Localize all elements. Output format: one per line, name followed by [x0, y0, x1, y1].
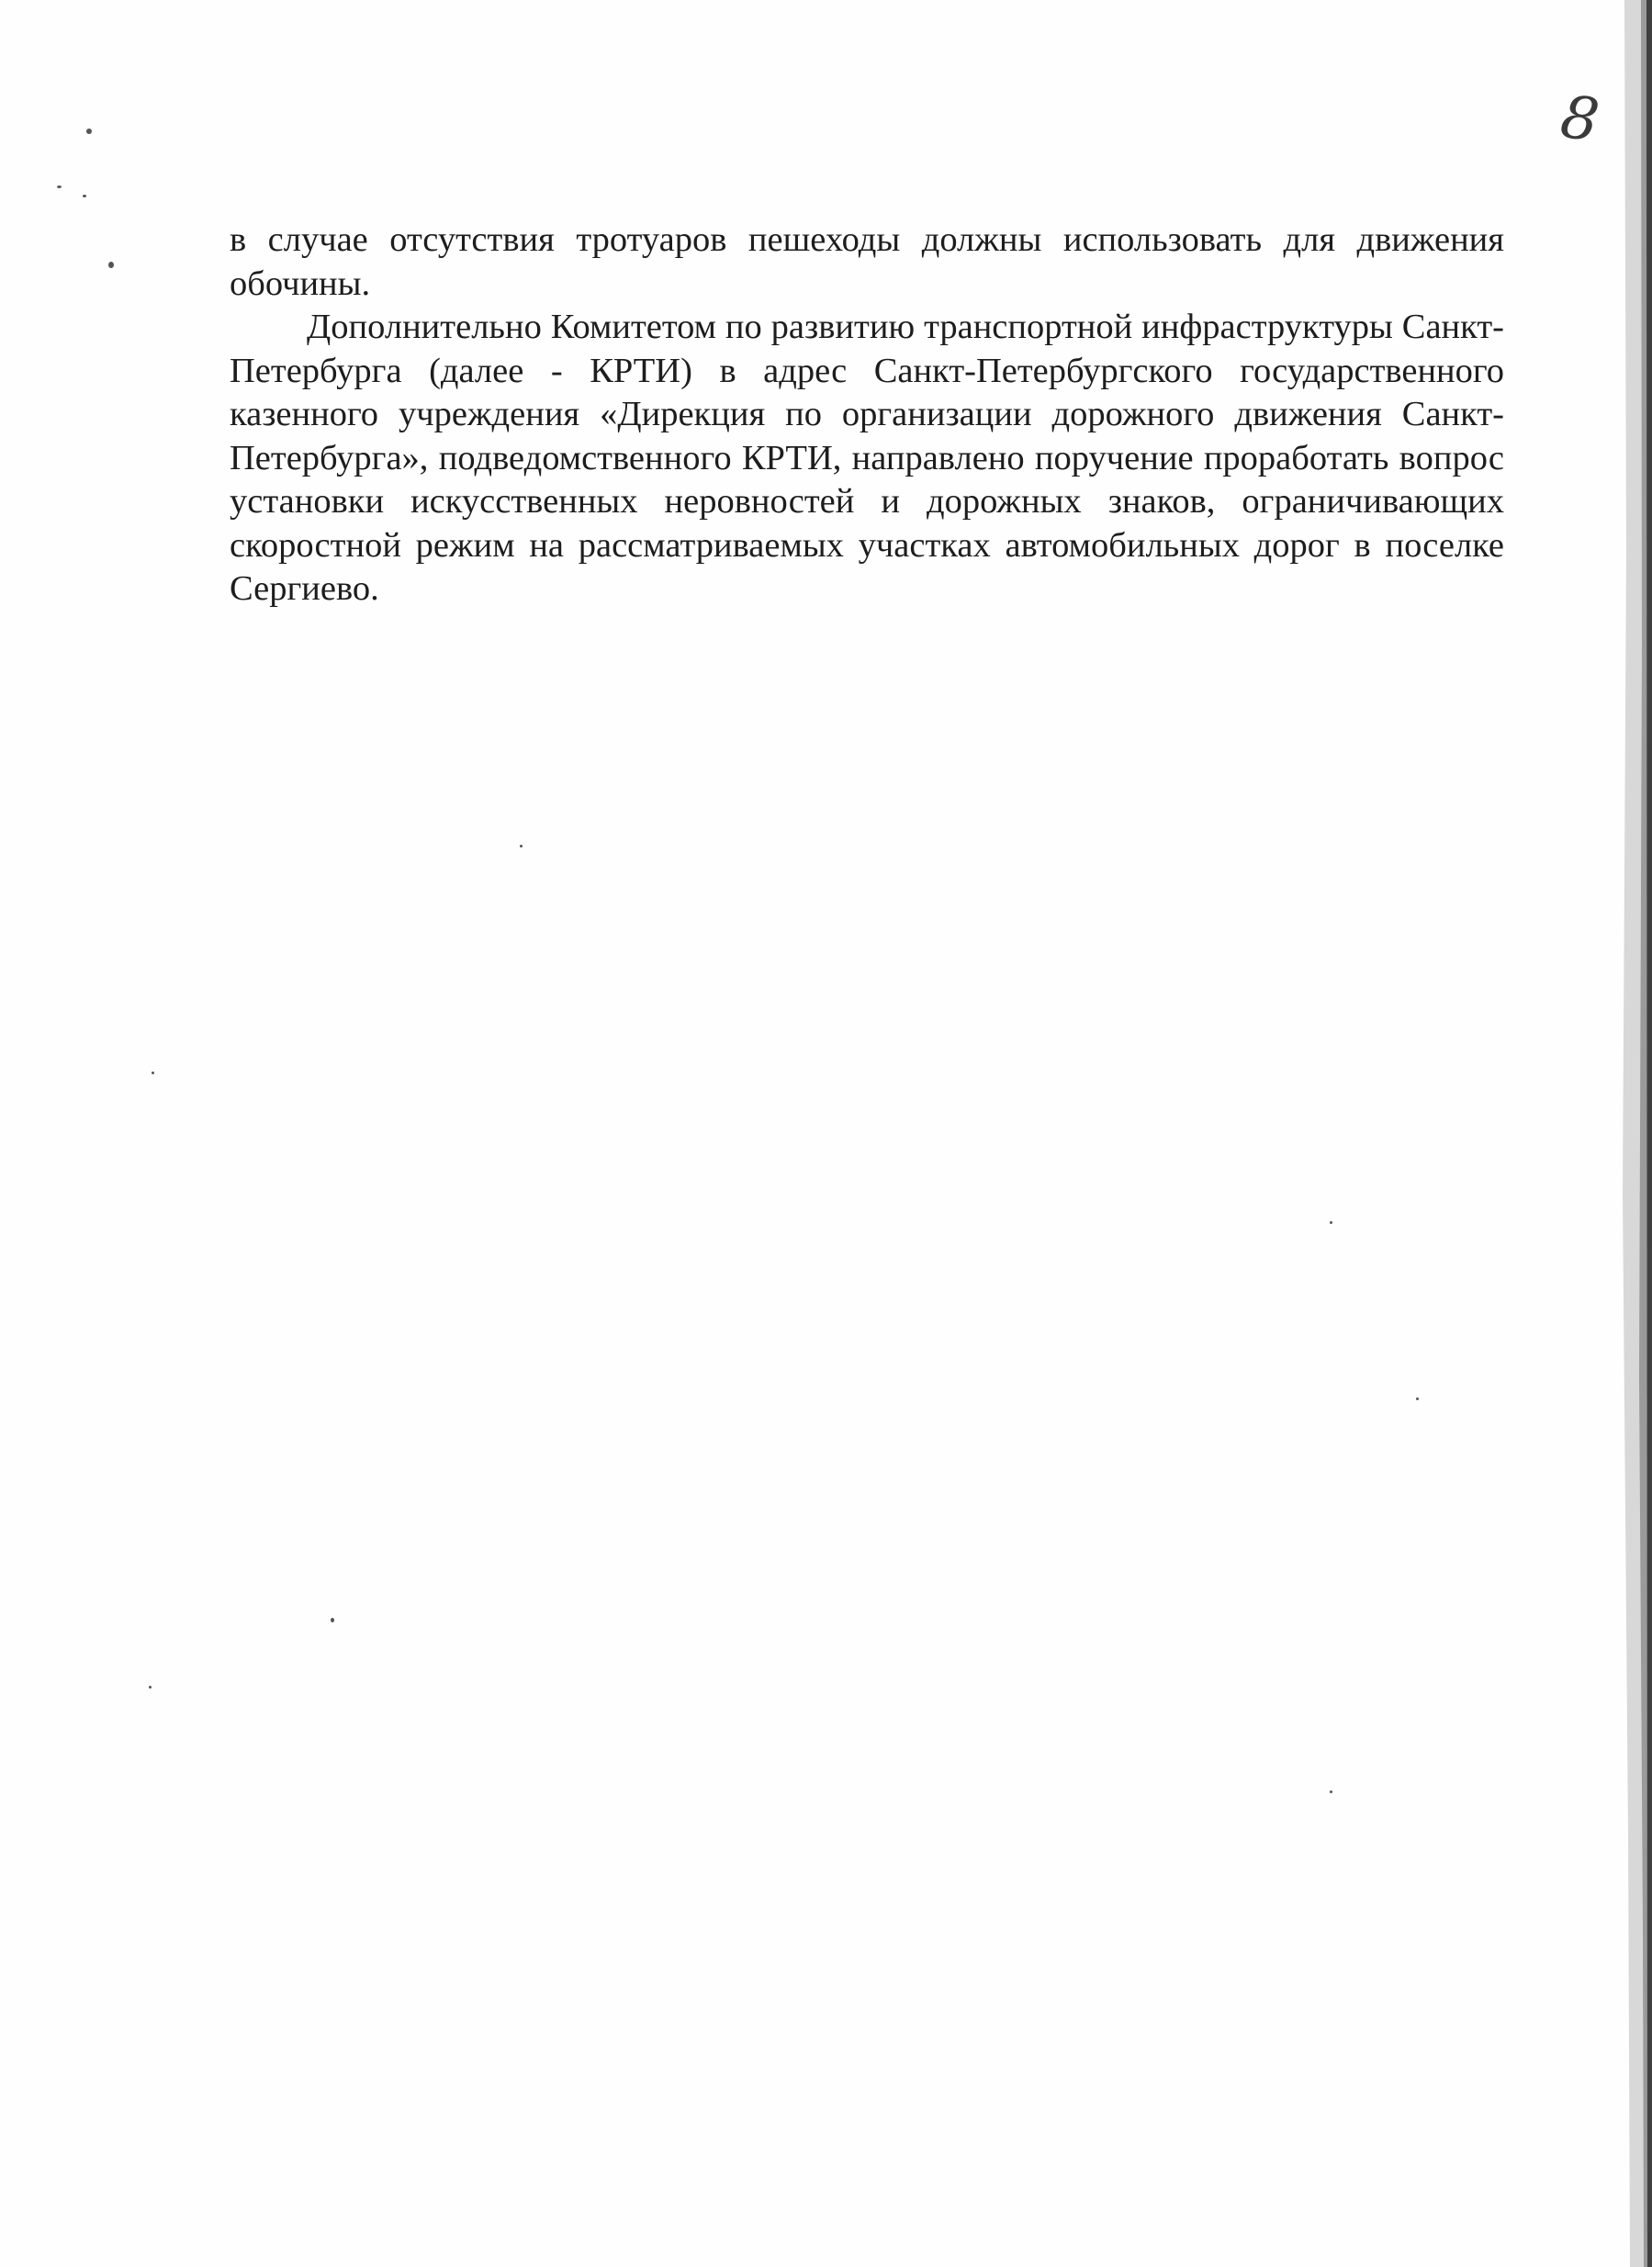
scan-speck — [520, 845, 523, 847]
scan-speck — [152, 1072, 154, 1074]
scan-speck — [108, 262, 114, 268]
scan-speck — [1330, 1790, 1332, 1793]
scan-speck — [331, 1618, 334, 1622]
page-edge-shadow — [1613, 0, 1652, 2267]
scan-speck — [1416, 1397, 1419, 1400]
scan-speck — [149, 1686, 152, 1689]
scan-speck — [1330, 1221, 1332, 1224]
scan-speck — [83, 195, 86, 197]
scan-speck — [57, 185, 62, 188]
paragraph-krti-instruction: Дополнительно Комитетом по развитию транспортной инфраструктуры Санкт-Петербурга (далее - КРТИ) в адрес Санкт-Петербургского государственного казенного учреждения «Дирекция по организации дорожного движения Санкт-Петербурга», подведомственного КРТИ, направлено поручение проработать вопрос установки искусственных неровностей и дорожных знаков, ограничивающих скоростной режим на рассматриваемых участках автомобильных дорог в поселке Сергиево. — [230, 308, 1504, 608]
scan-speck — [86, 129, 92, 134]
page-number: 8 — [1556, 83, 1603, 156]
body-text — [230, 219, 1504, 612]
paragraph-continuation: в случае отсутствия тротуаров пешеходы должны использовать для движения обочины. — [230, 220, 1504, 303]
